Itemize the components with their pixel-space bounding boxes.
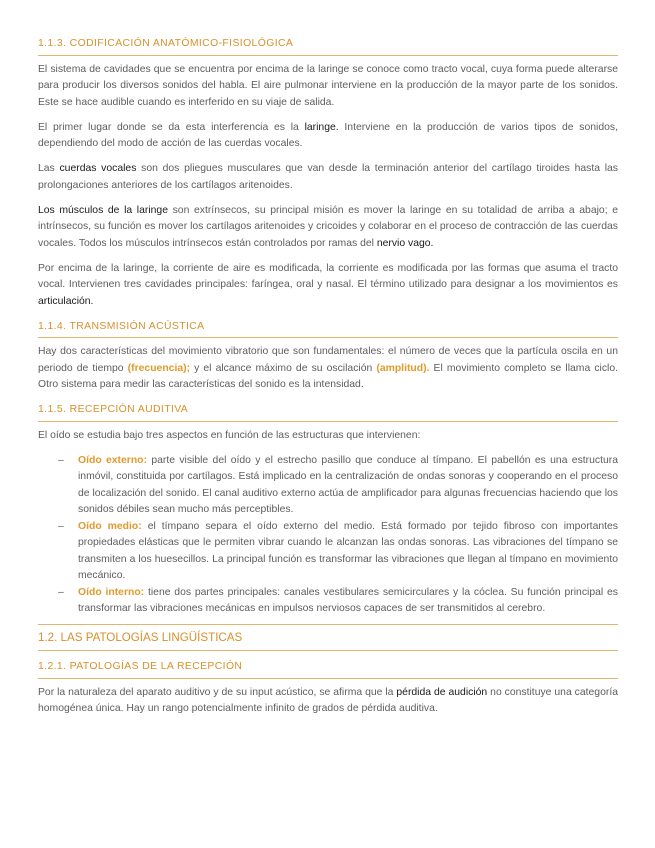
text-run: parte visible del oído y el estrecho pasillo que conduce al tímpano. El pabellón es una estructura inmóvil, constituida por cartílagos. Está implicado en la centralización de ondas sonoras y cooperando en el proceso de localización del sonido. El canal auditivo externo actúa de amplificador para algunas frecuencias haciendo que los sonidos débiles sean mucho más perceptibles.	[78, 454, 619, 515]
term-oido-externo: Oído externo:	[78, 454, 147, 466]
keyword-perdida-audicion: pérdida de audición	[396, 686, 488, 698]
list-dash: –	[58, 520, 64, 532]
section-heading-1-1-5: 1.1.5. RECEPCIÓN AUDITIVA	[38, 402, 618, 422]
paragraph-musculos	[38, 203, 618, 253]
text-run: Hay dos características del movimiento vibratorio que son fundamentales: el número de veces que la partícula oscila en un periodo de tiempo	[38, 346, 618, 374]
text-run: El primer lugar donde se da esta interferencia es la	[38, 121, 305, 133]
paragraph-oido-intro: El oído se estudia bajo tres aspectos en función de las estructuras que intervienen:	[38, 429, 421, 441]
list-item-oido-interno	[58, 585, 618, 618]
paragraph-laringe	[38, 120, 618, 153]
list-item-oido-externo	[58, 453, 619, 519]
paragraph-perdida-audicion	[38, 685, 618, 718]
text-run: Por la naturaleza del aparato auditivo y de su input acústico, se afirma que la	[38, 686, 397, 698]
keyword-musculos-laringe: Los músculos de la laringe	[38, 204, 168, 216]
paragraph-cuerdas-vocales	[38, 161, 618, 194]
term-amplitud: (amplitud).	[376, 362, 430, 374]
text-run: son extrínsecos, su principal misión es mover la laringe en su totalidad de arriba a abajo; e intrínsecos, su función es mover los cartílagos aritenoides y cricoides y colaborar en el proceso de contracción de las cuerdas vocales. Todos los músculos intrínsecos están controlados por ramas del	[38, 204, 618, 249]
text-run: y el alcance máximo de su oscilación	[190, 362, 377, 374]
paragraph-articulacion	[38, 261, 618, 311]
text-run: no constituye una categoría homogénea única. Hay un rango potencialmente infinito de grados de pérdida auditiva.	[38, 686, 618, 714]
paragraph-movimiento-vibratorio	[38, 344, 618, 394]
list-item-oido-medio	[58, 519, 618, 585]
text-run: tiene dos partes principales: canales vestibulares semicirculares y la cóclea. Su función principal es transformar las vibraciones mecánicas en impulsos nerviosos capaces de ser transmitidos al cerebro.	[78, 586, 618, 614]
section-heading-1-2-1: 1.2.1. PATOLOGÍAS DE LA RECEPCIÓN	[38, 659, 618, 679]
section-heading-1-2: 1.2. LAS PATOLOGÍAS LINGÜÍSTICAS	[38, 624, 618, 652]
keyword-nervio-vago: nervio vago.	[376, 237, 434, 249]
keyword-articulacion: articulación.	[38, 295, 94, 307]
ear-parts-list	[38, 453, 618, 618]
term-oido-medio: Oído medio:	[78, 520, 142, 532]
term-oido-interno: Oído interno:	[78, 586, 145, 598]
paragraph-tracto-vocal: El sistema de cavidades que se encuentra por encima de la laringe se conoce como tracto vocal, cuya forma puede alterarse para producir los diversos sonidos del habla. El aire pulmonar interviene en la producción de la mayor parte de los sonidos. Este se hace audible cuando es interferido en su viaje de salida.	[38, 63, 618, 108]
section-heading-1-1-4: 1.1.4. TRANSMISIÓN ACÚSTICA	[38, 319, 618, 339]
text-run: Por encima de la laringe, la corriente de aire es modificada, la corriente es modificada por las formas que asuma el tracto vocal. Intervienen tres cavidades principales: faríngea, oral y nasal. El término utilizado para designar a los movimientos es	[38, 262, 618, 290]
list-dash: –	[58, 454, 64, 466]
section-heading-1-1-3: 1.1.3. CODIFICACIÓN ANATÓMICO-FISIOLÓGICA	[38, 36, 618, 56]
keyword-laringe: laringe.	[304, 121, 339, 133]
text-run: son dos pliegues musculares que van desde la terminación anterior del cartílago tiroides hasta las prolongaciones anteriores de los cartílagos aritenoides.	[38, 163, 619, 191]
text-run: Las	[38, 163, 60, 174]
list-dash: –	[58, 586, 64, 598]
document-page	[38, 36, 618, 726]
keyword-cuerdas-vocales: cuerdas vocales	[59, 163, 137, 174]
text-run: Interviene en la producción de varios tipos de sonidos, dependiendo del modo de acción de las cuerdas vocales.	[38, 121, 618, 149]
text-run: el tímpano separa el oído externo del medio. Está formado por tejido fibroso con importantes propiedades elásticas que le permiten vibrar cuando le alcanzan las ondas sonoras. Las vibraciones del tímpano se transmiten a los huesecillos. La principal función es transformar las vibraciones que llegan al tímpano en movimiento mecánico.	[78, 520, 618, 581]
text-run: El movimiento completo se llama ciclo. Otro sistema para medir las características del sonido es la intensidad.	[38, 362, 618, 390]
term-frecuencia: (frecuencia);	[127, 362, 191, 374]
